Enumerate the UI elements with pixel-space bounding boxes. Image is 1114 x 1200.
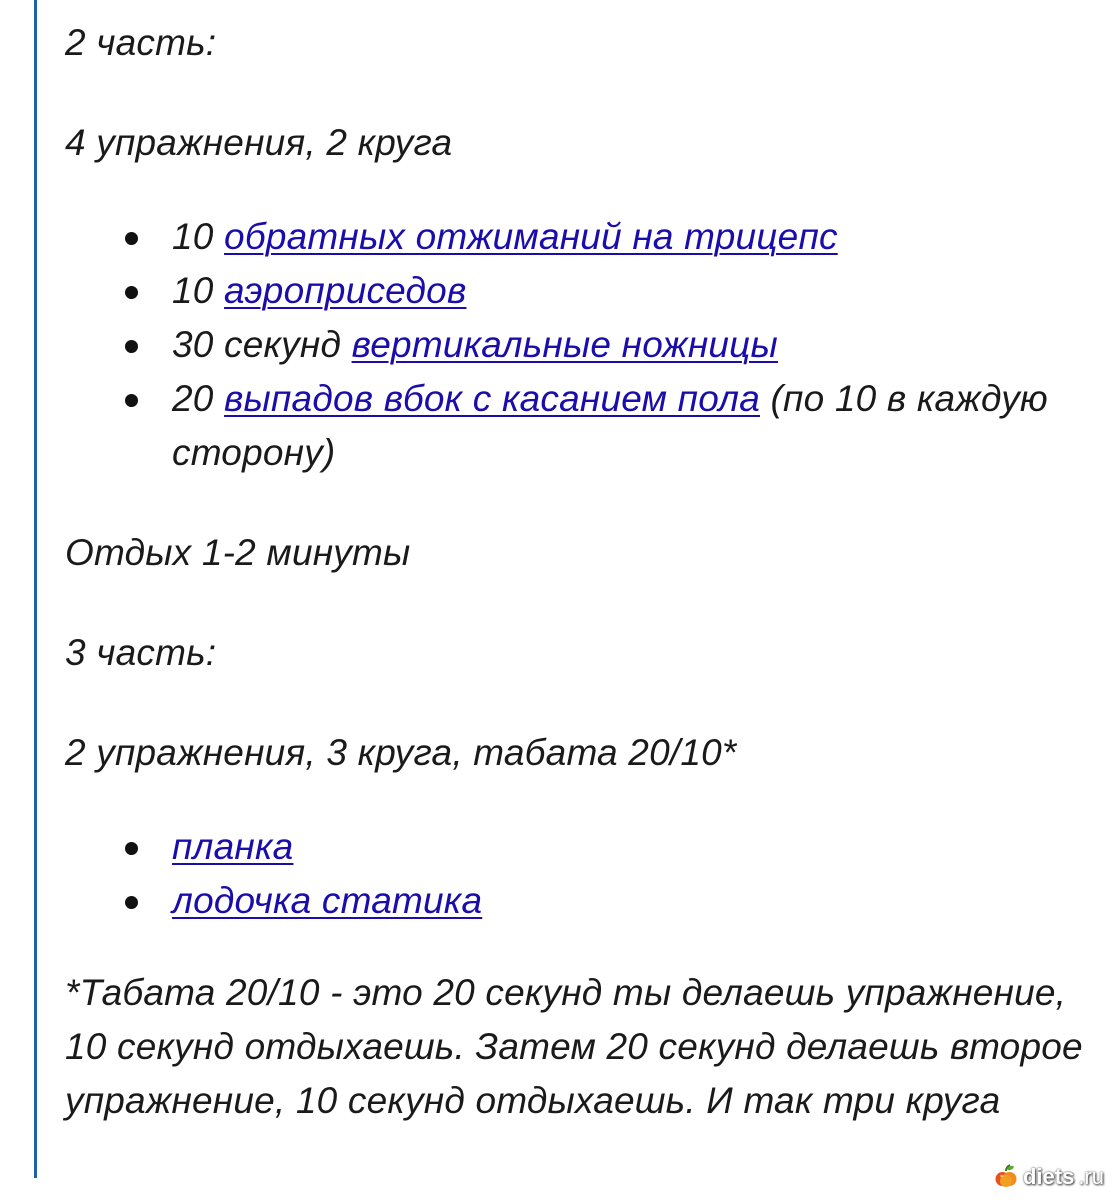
part3-summary: 2 упражнения, 3 круга, табата 20/10*	[65, 732, 737, 773]
watermark-brand: diets	[1022, 1164, 1075, 1189]
part3-heading: 3 часть:	[65, 632, 217, 673]
exercise-suffix: (по 10 в каждую сторону)	[172, 378, 1048, 473]
exercise-prefix: 10	[172, 216, 225, 257]
exercise-link-vertical-scissors[interactable]: вертикальные ножницы	[351, 324, 778, 365]
list-item	[172, 210, 1085, 264]
part2-heading: 2 часть:	[65, 22, 217, 63]
list-item	[172, 820, 1085, 874]
list-item	[172, 318, 1085, 372]
list-item	[172, 372, 1085, 480]
quote-border	[34, 0, 37, 1178]
exercise-link-side-lunges[interactable]: выпадов вбок с касанием пола	[224, 378, 761, 419]
part2-summary: 4 упражнения, 2 круга	[65, 122, 453, 163]
rest-note: Отдых 1-2 минуты	[65, 532, 411, 573]
list-item	[172, 264, 1085, 318]
exercise-link-air-squats[interactable]: аэроприседов	[224, 270, 467, 311]
article-text	[65, 16, 1085, 1128]
watermark-tld: .ru	[1078, 1164, 1104, 1189]
part2-exercise-list	[65, 210, 1085, 480]
apple-icon	[993, 1164, 1019, 1190]
exercise-link-triceps-dips[interactable]: обратных отжиманий на трицепс	[224, 216, 838, 257]
list-item	[172, 874, 1085, 928]
exercise-prefix: 20	[172, 378, 225, 419]
site-watermark	[993, 1164, 1104, 1190]
exercise-link-plank[interactable]: планка	[172, 826, 294, 867]
tabata-footnote: *Табата 20/10 - это 20 секунд ты делаешь упражнение, 10 секунд отдыхаешь. Затем 20 секунд делаешь второе упражнение, 10 секунд отдыхаешь. И так три круга	[65, 972, 1083, 1121]
exercise-prefix: 10	[172, 270, 225, 311]
exercise-link-static-boat[interactable]: лодочка статика	[172, 880, 483, 921]
exercise-prefix: 30 секунд	[172, 324, 352, 365]
part3-exercise-list	[65, 820, 1085, 928]
